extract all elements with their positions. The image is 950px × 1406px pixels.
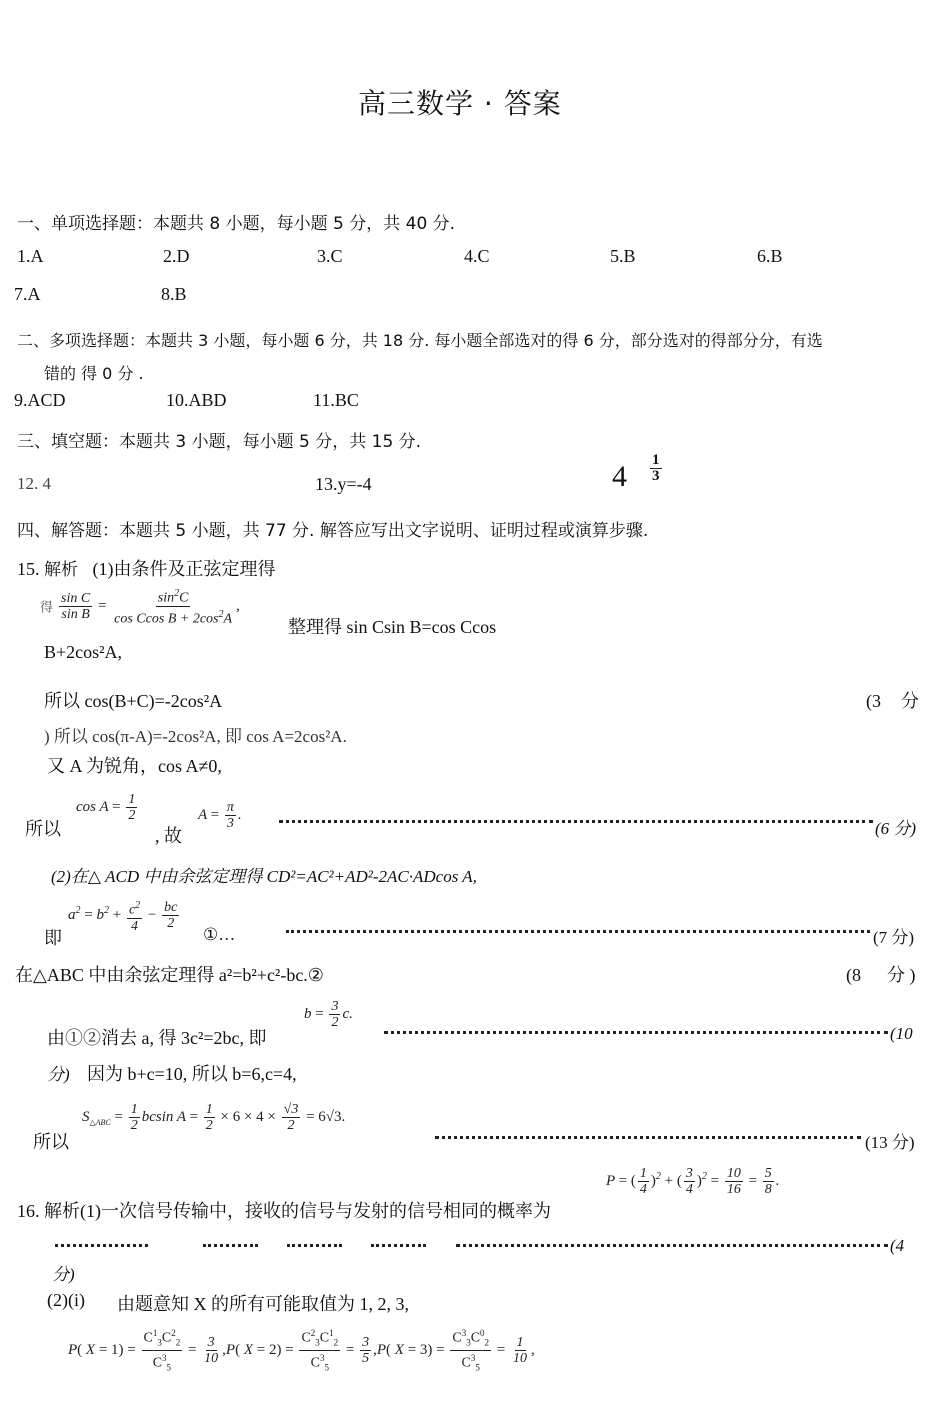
q15-line-d-prefix: 所以	[25, 819, 61, 839]
q15-line-e-prefix: 即	[44, 928, 62, 948]
q15-eq1-after: 整理得 sin Csin B=cos Ccos	[288, 617, 497, 637]
q16-intro: 16. 解析(1)一次信号传输中，接收的信号与发射的信号相同的概率为	[17, 1201, 551, 1221]
q15-dots-7	[286, 930, 870, 933]
q16-dots-segment-4	[371, 1244, 426, 1247]
q15-line-c: 又 A 为锐角，cos A≠0,	[47, 756, 222, 776]
q15-cosA-equation: cos A = $\frac{1}{2}$	[76, 792, 136, 823]
q16-dots-segment-1	[55, 1244, 148, 1247]
answer-2: 2.D	[163, 246, 190, 266]
q15-b-equation: b = $\frac{3}{2}$ c.	[304, 999, 353, 1030]
q15-part2: (2)在△ ACD 中由余弦定理得 CD²=AC²+AD²-2AC·ADcos A,	[51, 867, 477, 886]
q15-area-equation: $S_{\triangle ABC}$ = $\frac{1}{2}$ bcsin A = $\frac{1}{2}$ × 6 × 4 × $\frac{√3}{2}$ = 6√3.	[82, 1102, 346, 1133]
answer-7: 7.A	[14, 284, 41, 304]
q15-dots-10	[384, 1031, 888, 1034]
answer-4: 4.C	[464, 246, 490, 266]
q15-score-7: (7 分)	[873, 928, 915, 947]
q15-dots-13	[435, 1136, 861, 1139]
answer-5: 5.B	[610, 246, 636, 266]
page-title: 高三数学 · 答案	[358, 87, 562, 120]
answer-6: 6.B	[757, 246, 783, 266]
q15-number: 15.	[17, 559, 40, 579]
q15-line-i-prefix: 所以	[33, 1132, 69, 1152]
q15-eq1-prefix: 得	[40, 599, 54, 615]
q15-score-10b: 分)	[47, 1065, 70, 1084]
q15-line-h: 因为 b+c=10, 所以 b=6,c=4,	[87, 1064, 297, 1084]
answer-14-whole: 4	[612, 460, 627, 493]
q15-score-10a: (10	[890, 1024, 913, 1043]
q16-dots-segment-2	[203, 1244, 258, 1247]
answer-8: 8.B	[161, 284, 187, 304]
answer-14-fraction	[648, 453, 664, 484]
answer-14-denominator: 3	[652, 468, 660, 484]
q15-equation-a2: $a^2 = b^2$ + $\frac{c^2}{4}$ − $\frac{bc}{2}$	[68, 900, 178, 934]
q15-line-g: 由①②消去 a, 得 3c²=2bc, 即	[47, 1028, 267, 1048]
q15-dots-6	[279, 820, 873, 823]
q15-equation-1: 得 $\frac{\text{sin C}}{\text{sin B}}$ = $\frac{\sin^2C}{\cos Ccos B + 2\cos^2A}$ ,	[40, 588, 240, 627]
answer-1: 1.A	[17, 246, 44, 266]
q15-A-equation: A = $\frac{\pi}{3}$ .	[198, 800, 242, 831]
q16-part2-label: (2)(i)	[47, 1290, 85, 1310]
q16-dots-segment-3	[287, 1244, 342, 1247]
q16-dots-segment-5	[456, 1244, 888, 1247]
q16-probability-equation: P = ( $\frac{1}{4}$ )$^2$ + ( $\frac{3}{4}$ )$^2$ = $\frac{10}{16}$ = $\frac{5}{8}$ .	[606, 1166, 780, 1197]
answer-10: 10.ABD	[166, 390, 227, 410]
q15-line-d-mid: , 故	[155, 826, 182, 846]
q16-score-4b: 分)	[52, 1265, 75, 1284]
section1-heading: 一、单项选择题：本题共 8 小题，每小题 5 分，共 40 分.	[17, 214, 456, 234]
q16-score-4a: (4	[890, 1236, 905, 1255]
q15-score-8: (8 分 )	[846, 965, 916, 985]
answer-12: 12. 4	[17, 474, 51, 493]
section2-heading-line2: 错的 得 0 分 .	[44, 364, 144, 383]
q15-intro	[17, 555, 276, 581]
q15-line-e-mark: ①…	[203, 925, 236, 944]
q15-eq1-continued: B+2cos²A,	[44, 642, 123, 662]
answer-14-numerator: 1	[652, 452, 660, 468]
q15-score-3: (3 分	[866, 691, 919, 711]
answer-11: 11.BC	[313, 390, 359, 410]
section3-heading: 三、填空题：本题共 3 小题，每小题 5 分，共 15 分.	[17, 432, 422, 452]
q15-intro-text: (1)由条件及正弦定理得	[92, 559, 276, 579]
q15-jiexi: 解析	[44, 560, 78, 580]
q15-line-a: 所以 cos(B+C)=-2cos²A	[44, 691, 223, 711]
q15-line-f: 在△ABC 中由余弦定理得 a²=b²+c²-bc.②	[15, 965, 324, 985]
q15-score-6: (6 分)	[875, 819, 917, 838]
answer-13: 13.y=-4	[315, 474, 372, 494]
q15-score-13: (13 分)	[865, 1133, 915, 1152]
answer-3: 3.C	[317, 246, 343, 266]
q16-distribution-equation: P( X = 1) = $\frac{C^1_3C^2_2}{C^3_5}$ = $\frac{3}{10}$ ,P( X = 2) = $\frac{C^2_3C^1_2}{C^3_5}$ = $\frac{3}{5}$ ,P( X = 3) = $\frac{C^3_3C^0_2}{C^3_5}$ = $\frac{1}{10}$ ,	[68, 1328, 535, 1373]
q15-line-b: ) 所以 cos(π-A)=-2cos²A, 即 cos A=2cos²A.	[44, 727, 347, 746]
answer-9: 9.ACD	[14, 390, 66, 410]
section4-heading: 四、解答题：本题共 5 小题，共 77 分. 解答应写出文字说明、证明过程或演算步骤.	[17, 521, 649, 541]
q16-part2-text: 由题意知 X 的所有可能取值为 1, 2, 3,	[117, 1294, 409, 1314]
section2-heading-line1: 二、多项选择题：本题共 3 小题，每小题 6 分，共 18 分. 每小题全部选对的得 6 分，部分选对的得部分分，有选	[17, 331, 823, 350]
